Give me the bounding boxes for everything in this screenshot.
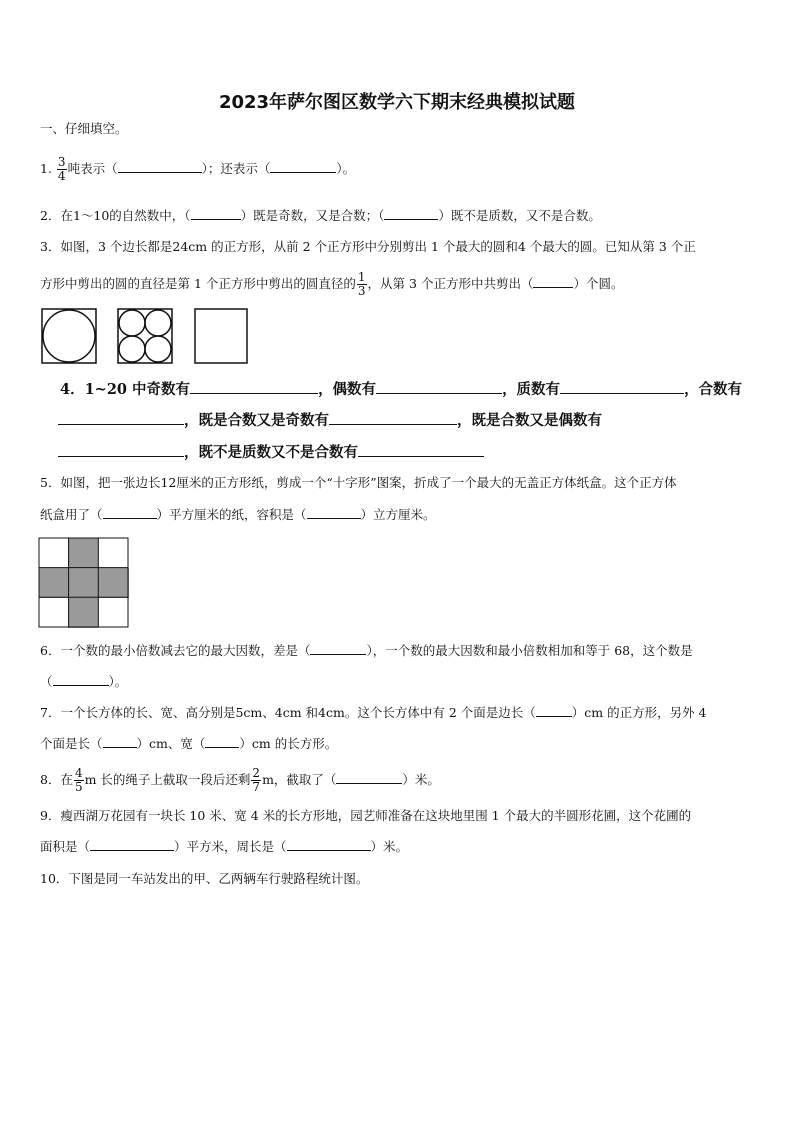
answer-blank[interactable] (58, 410, 184, 425)
q7-text-d: ）cm、宽（ (136, 736, 206, 751)
question-6-line-2 (40, 673, 127, 691)
question-3-line-1: 3．如图，3 个边长都是24cm 的正方形，从前 2 个正方形中分别剪出 1 个最大的圆和4 个最大的圆。已知从第 3 个正 (40, 239, 696, 254)
q4-text-6: ，既是合数又是偶数有 (457, 412, 602, 429)
q5-text-a: 纸盒用了（ (40, 507, 103, 522)
q9-text-c: ）米。 (370, 839, 409, 854)
frac-den: 4 (57, 169, 66, 183)
answer-blank[interactable] (103, 506, 157, 519)
answer-blank[interactable] (307, 506, 361, 519)
fraction-4-5 (74, 767, 84, 794)
question-2 (40, 207, 601, 225)
answer-blank[interactable] (191, 207, 241, 220)
answer-blank[interactable] (536, 704, 572, 717)
answer-blank[interactable] (376, 379, 502, 394)
answer-blank[interactable] (58, 442, 184, 457)
question-7-line-1 (40, 704, 707, 722)
q6-text-d: ）。 (108, 674, 128, 689)
question-4-line-1 (60, 379, 742, 399)
q1-text-1: 吨表示（ (67, 161, 118, 176)
question-9-line-2 (40, 838, 408, 856)
q8-text-2: m 长的绳子上截取一段后还剩 (84, 772, 251, 787)
frac-den: 7 (252, 780, 261, 794)
answer-blank[interactable] (205, 735, 239, 748)
q7-text-b: ）cm 的正方形，另外 4 (571, 705, 707, 720)
answer-blank[interactable] (384, 207, 438, 220)
q4-text-7: ，既不是质数又不是合数有 (184, 444, 358, 461)
q7-text-a: 7．一个长方体的长、宽、高分别是5cm、4cm 和4cm。这个长方体中有 2 个面是边长（ (40, 705, 536, 720)
answer-blank[interactable] (103, 735, 137, 748)
question-1 (40, 152, 355, 186)
q9-text-b: ）平方米，周长是（ (174, 839, 287, 854)
answer-blank[interactable] (336, 771, 402, 784)
q2-text-2: ）既是奇数，又是合数；（ (240, 208, 385, 223)
answer-blank[interactable] (90, 838, 174, 851)
q9-text-a: 面积是（ (40, 839, 91, 854)
question-3-line-2 (40, 266, 623, 302)
q1-text-2: ）；还表示（ (201, 161, 271, 176)
page-title: 2023年萨尔图区数学六下期末经典模拟试题 (218, 92, 576, 113)
answer-blank[interactable] (310, 642, 366, 655)
question-4-line-2 (58, 410, 602, 430)
q3-text-c: ）个圆。 (573, 276, 624, 291)
answer-blank[interactable] (53, 673, 109, 686)
question-7-line-2 (40, 735, 337, 753)
q3-text-b: ，从第 3 个正方形中共剪出（ (367, 276, 534, 291)
question-6-line-1 (40, 642, 693, 660)
frac-num: 4 (74, 766, 83, 780)
frac-num: 2 (252, 766, 261, 780)
square-four-circles (118, 309, 172, 363)
q1-text-3: ）。 (336, 161, 356, 176)
question-8 (40, 763, 440, 797)
fraction-2-7 (251, 767, 261, 794)
q8-text-4: ）米。 (402, 772, 440, 787)
answer-blank[interactable] (118, 160, 202, 173)
q7-text-c: 个面是长（ (40, 736, 103, 751)
q6-text-a: 6．一个数的最小倍数减去它的最大因数，差是（ (40, 643, 311, 658)
answer-blank[interactable] (329, 410, 457, 425)
answer-blank[interactable] (560, 379, 684, 394)
question-4-line-3 (58, 442, 484, 462)
q6-text-b: ），一个数的最大因数和最小倍数相加和等于 68，这个数是 (366, 643, 693, 658)
q4-text-4: ，合数有 (684, 381, 743, 398)
cross-horizontal (39, 568, 129, 598)
answer-blank[interactable] (190, 379, 318, 394)
q4-text-1: 4．1~20 中奇数有 (60, 381, 191, 398)
frac-den: 3 (357, 284, 366, 298)
q4-text-3: ，质数有 (502, 381, 561, 398)
frac-num: 3 (57, 155, 66, 169)
q4-text-5: ，既是合数又是奇数有 (184, 412, 329, 429)
fraction-3-4 (57, 156, 67, 183)
q2-text-1: 2．在1～10的自然数中，（ (40, 208, 191, 223)
square-one-circle (42, 309, 96, 363)
answer-blank[interactable] (358, 442, 484, 457)
answer-blank[interactable] (270, 160, 336, 173)
square-empty (195, 309, 247, 363)
question-10: 10．下图是同一车站发出的甲、乙两辆车行驶路程统计图。 (40, 871, 369, 886)
frac-num: 1 (357, 270, 366, 284)
q3-figures (40, 307, 250, 365)
q2-text-3: ）既不是质数，又不是合数。 (438, 208, 601, 223)
q4-text-2: ，偶数有 (318, 381, 377, 398)
q8-text-1: 8．在 (40, 772, 73, 787)
q6-text-c: （ (40, 674, 53, 689)
section-heading: 一、仔细填空。 (40, 121, 128, 136)
answer-blank[interactable] (287, 838, 371, 851)
cross-shape-figure (38, 537, 130, 629)
q7-text-e: ）cm 的长方形。 (239, 736, 338, 751)
answer-blank[interactable] (533, 275, 573, 288)
q8-text-3: m，截取了（ (262, 772, 337, 787)
question-5-line-1: 5．如图，把一张边长12厘米的正方形纸，剪成一个“十字形”图案，折成了一个最大的无盖正方体纸盒。这个正方体 (40, 475, 677, 490)
question-9-line-1: 9．瘦西湖万花园有一块长 10 米、宽 4 米的长方形地，园艺师准备在这块地里围 1 个最大的半圆形花圃，这个花圃的 (40, 808, 692, 823)
fraction-1-3 (357, 271, 367, 298)
q5-text-c: ）立方厘米。 (360, 507, 436, 522)
q5-text-b: ）平方厘米的纸，容积是（ (156, 507, 307, 522)
q3-text-a: 方形中剪出的圆的直径是第 1 个正方形中剪出的圆直径的 (40, 276, 356, 291)
question-5-line-2 (40, 506, 436, 524)
q1-number: 1. (40, 161, 52, 176)
frac-den: 5 (74, 780, 83, 794)
